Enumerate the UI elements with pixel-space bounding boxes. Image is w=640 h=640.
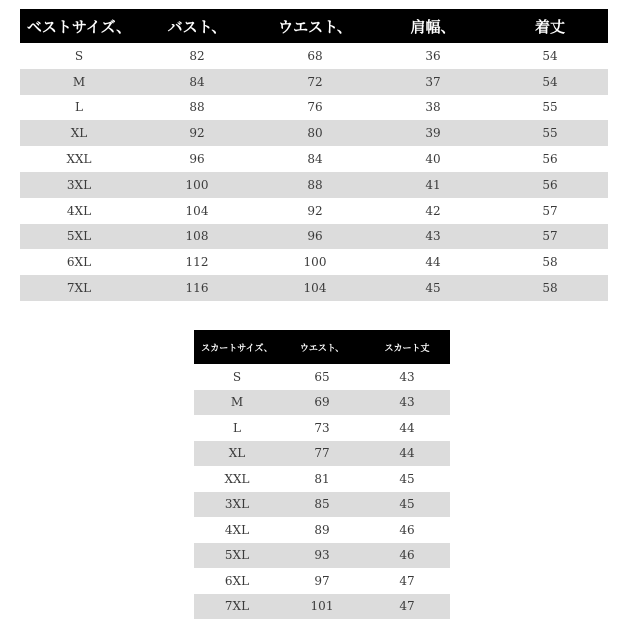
- vest-cell-size: 7XL: [20, 275, 138, 301]
- skirt-cell-waist: 101: [280, 594, 364, 620]
- vest-cell-length: 58: [492, 249, 608, 275]
- vest-cell-waist: 76: [256, 95, 374, 121]
- vest-header-bust: バスト、: [138, 9, 256, 43]
- vest-cell-bust: 108: [138, 224, 256, 250]
- vest-header-shoulder: 肩幅、: [374, 9, 492, 43]
- vest-cell-length: 56: [492, 172, 608, 198]
- vest-cell-bust: 84: [138, 69, 256, 95]
- skirt-cell-size: 6XL: [194, 568, 280, 594]
- vest-cell-size: XXL: [20, 146, 138, 172]
- vest-row: [20, 198, 608, 224]
- vest-cell-length: 54: [492, 69, 608, 95]
- vest-cell-size: 6XL: [20, 249, 138, 275]
- skirt-cell-waist: 89: [280, 517, 364, 543]
- vest-cell-length: 55: [492, 120, 608, 146]
- skirt-cell-length: 44: [364, 415, 450, 441]
- vest-header-waist: ウエスト、: [256, 9, 374, 43]
- vest-row: [20, 275, 608, 301]
- skirt-cell-length: 47: [364, 568, 450, 594]
- vest-cell-length: 57: [492, 224, 608, 250]
- vest-cell-waist: 72: [256, 69, 374, 95]
- skirt-cell-size: 5XL: [194, 543, 280, 569]
- skirt-cell-size: 4XL: [194, 517, 280, 543]
- skirt-cell-length: 43: [364, 364, 450, 390]
- skirt-cell-waist: 77: [280, 441, 364, 467]
- vest-cell-bust: 82: [138, 43, 256, 69]
- skirt-cell-size: 3XL: [194, 492, 280, 518]
- vest-cell-shoulder: 36: [374, 43, 492, 69]
- skirt-cell-waist: 65: [280, 364, 364, 390]
- vest-row: [20, 249, 608, 275]
- skirt-header-length: スカート丈: [364, 330, 450, 364]
- skirt-row: [194, 568, 450, 594]
- vest-row: [20, 120, 608, 146]
- skirt-row: [194, 441, 450, 467]
- skirt-row: [194, 415, 450, 441]
- skirt-cell-size: XXL: [194, 466, 280, 492]
- skirt-cell-length: 44: [364, 441, 450, 467]
- vest-cell-size: M: [20, 69, 138, 95]
- vest-cell-shoulder: 45: [374, 275, 492, 301]
- skirt-row: [194, 543, 450, 569]
- vest-cell-length: 56: [492, 146, 608, 172]
- vest-cell-size: 4XL: [20, 198, 138, 224]
- skirt-row: [194, 364, 450, 390]
- vest-cell-bust: 92: [138, 120, 256, 146]
- skirt-cell-length: 45: [364, 492, 450, 518]
- skirt-cell-length: 46: [364, 517, 450, 543]
- vest-cell-shoulder: 41: [374, 172, 492, 198]
- skirt-cell-size: L: [194, 415, 280, 441]
- skirt-cell-waist: 73: [280, 415, 364, 441]
- vest-cell-shoulder: 40: [374, 146, 492, 172]
- vest-cell-waist: 100: [256, 249, 374, 275]
- vest-cell-bust: 100: [138, 172, 256, 198]
- vest-cell-waist: 68: [256, 43, 374, 69]
- skirt-header-row: [194, 330, 450, 364]
- vest-cell-shoulder: 43: [374, 224, 492, 250]
- vest-cell-shoulder: 37: [374, 69, 492, 95]
- skirt-cell-waist: 69: [280, 390, 364, 416]
- vest-cell-bust: 104: [138, 198, 256, 224]
- vest-cell-shoulder: 42: [374, 198, 492, 224]
- vest-row: [20, 43, 608, 69]
- vest-row: [20, 95, 608, 121]
- vest-cell-size: S: [20, 43, 138, 69]
- vest-cell-shoulder: 44: [374, 249, 492, 275]
- skirt-cell-waist: 85: [280, 492, 364, 518]
- vest-cell-length: 54: [492, 43, 608, 69]
- skirt-cell-size: S: [194, 364, 280, 390]
- vest-cell-waist: 80: [256, 120, 374, 146]
- skirt-cell-waist: 81: [280, 466, 364, 492]
- vest-row: [20, 146, 608, 172]
- vest-cell-size: 5XL: [20, 224, 138, 250]
- skirt-cell-waist: 97: [280, 568, 364, 594]
- skirt-cell-waist: 93: [280, 543, 364, 569]
- vest-cell-waist: 104: [256, 275, 374, 301]
- skirt-cell-size: 7XL: [194, 594, 280, 620]
- skirt-row: [194, 594, 450, 620]
- vest-header-length: 着丈: [492, 9, 608, 43]
- skirt-cell-size: XL: [194, 441, 280, 467]
- vest-cell-length: 57: [492, 198, 608, 224]
- skirt-header-size: スカートサイズ、: [194, 330, 280, 364]
- skirt-row: [194, 390, 450, 416]
- vest-cell-size: XL: [20, 120, 138, 146]
- skirt-cell-length: 45: [364, 466, 450, 492]
- skirt-cell-size: M: [194, 390, 280, 416]
- vest-row: [20, 172, 608, 198]
- skirt-cell-length: 43: [364, 390, 450, 416]
- vest-cell-bust: 116: [138, 275, 256, 301]
- skirt-row: [194, 517, 450, 543]
- vest-row: [20, 224, 608, 250]
- vest-cell-length: 58: [492, 275, 608, 301]
- skirt-cell-length: 47: [364, 594, 450, 620]
- skirt-row: [194, 466, 450, 492]
- skirt-row: [194, 492, 450, 518]
- vest-cell-shoulder: 39: [374, 120, 492, 146]
- vest-cell-length: 55: [492, 95, 608, 121]
- vest-size-table: [20, 9, 608, 301]
- vest-cell-waist: 88: [256, 172, 374, 198]
- vest-cell-bust: 96: [138, 146, 256, 172]
- skirt-header-waist: ウエスト、: [280, 330, 364, 364]
- vest-row: [20, 69, 608, 95]
- vest-cell-bust: 88: [138, 95, 256, 121]
- skirt-cell-length: 46: [364, 543, 450, 569]
- vest-cell-shoulder: 38: [374, 95, 492, 121]
- vest-cell-waist: 84: [256, 146, 374, 172]
- vest-cell-waist: 92: [256, 198, 374, 224]
- vest-cell-size: 3XL: [20, 172, 138, 198]
- vest-cell-waist: 96: [256, 224, 374, 250]
- vest-header-size: ベストサイズ、: [20, 9, 138, 43]
- skirt-size-table: [194, 330, 450, 619]
- vest-cell-bust: 112: [138, 249, 256, 275]
- vest-cell-size: L: [20, 95, 138, 121]
- vest-header-row: [20, 9, 608, 43]
